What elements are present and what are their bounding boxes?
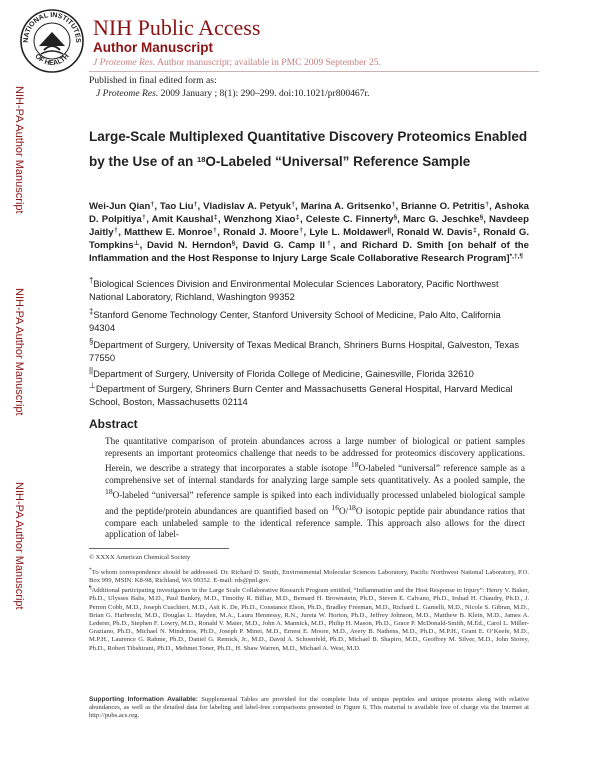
author-affiliation-mark: † <box>193 201 198 208</box>
author-separator: , <box>235 240 243 251</box>
abstract-heading: Abstract <box>89 417 138 431</box>
affiliation <box>89 306 529 334</box>
author-affiliation-mark: *,†,¶ <box>509 253 524 260</box>
author-name: Matthew E. Monroe <box>124 227 213 238</box>
supporting-information-note <box>89 696 529 721</box>
copyright-note: © XXXX American Chemical Society <box>89 554 191 561</box>
author-affiliation-mark: ‡ <box>295 214 300 221</box>
author <box>147 240 243 251</box>
author <box>309 227 397 238</box>
author-separator: , <box>139 240 147 251</box>
author <box>223 227 309 238</box>
author-name: David G. Camp II <box>242 240 326 251</box>
author-name: Ronald W. Davis <box>396 227 473 238</box>
header-subtitle: Author Manuscript <box>93 40 213 55</box>
author-affiliation-mark: † <box>291 201 296 208</box>
affiliation-mark: ‡ <box>89 307 94 316</box>
affiliation-text: Department of Surgery, Shriners Burn Center and Massachusetts General Hospital, Harvard Medical School, Boston, Massachusetts 02114 <box>89 383 513 407</box>
abstract-text: O-labeled “universal” reference sample as a comprehensive set of internal standards for analyzing large sample sets quantitatively. As a pooled sample, the <box>105 463 525 485</box>
affiliation-mark: § <box>89 337 94 346</box>
author-separator: , <box>217 227 224 238</box>
author-affiliation-mark: § <box>231 240 236 247</box>
header-divider <box>89 71 539 72</box>
affiliation <box>89 365 529 381</box>
affiliation-text: Department of Surgery, University of Florida College of Medicine, Gainesville, Florida 32610 <box>93 368 474 380</box>
author-affiliation-mark: § <box>479 214 484 221</box>
author-name: Wei-Jun Qian <box>89 201 151 212</box>
publication-citation: 2009 January ; 8(1): 290–299. doi:10.1021/pr800467r. <box>160 88 370 99</box>
author <box>403 214 489 225</box>
author-affiliation-mark: † <box>212 227 218 234</box>
author-separator: , <box>397 214 403 225</box>
nih-logo <box>19 8 85 74</box>
author-affiliation-mark: † <box>485 201 490 208</box>
author-affiliation-mark: || <box>387 227 392 234</box>
author-list <box>89 199 529 264</box>
author-affiliation-mark: † <box>150 201 155 208</box>
title-isotope: 18 <box>197 155 206 164</box>
header-journal: J Proteome Res. <box>93 57 156 68</box>
abstract-text: O/ <box>339 506 349 517</box>
affiliation-text: Stanford Genome Technology Center, Stanford University School of Medicine, Palo Alto, California 94304 <box>89 309 501 333</box>
isotope-label: 18 <box>105 487 113 497</box>
author-affiliation-mark: † <box>141 214 147 221</box>
affiliation-mark: † <box>89 276 94 285</box>
author-name: Ronald J. Moore <box>223 227 299 238</box>
author-name: Brianne O. Petritis <box>400 201 486 212</box>
author-separator: , <box>483 214 489 225</box>
logo-bottom-text: OF HEALTH <box>33 52 71 68</box>
author-separator: , <box>154 201 160 212</box>
author <box>224 214 306 225</box>
publication-citation-line <box>96 88 370 99</box>
supporting-text: Supplemental Tables are provided for the complete lists of unique peptides and unique proteins along with relative abundances, as well as the detailed data for labeling and label-free comparisons presented in Figure 6. This material is available free of charge via the Internet at http://pubs.acs.org. <box>89 696 529 720</box>
footnote-divider <box>89 548 229 549</box>
author-name: Amit Kaushal <box>151 214 214 225</box>
author-affiliation-mark: § <box>393 214 398 221</box>
author-separator: , <box>295 201 301 212</box>
author-name: Tao Liu <box>159 201 194 212</box>
author-separator: , <box>489 201 495 212</box>
isotope-label: 18 <box>348 503 356 513</box>
footnote-mark: * <box>89 567 92 573</box>
author-separator: , <box>391 227 397 238</box>
author-separator: , <box>477 227 484 238</box>
author-name: Wenzhong Xiao <box>223 214 296 225</box>
nih-seal-icon <box>19 8 85 74</box>
affiliation <box>89 336 529 364</box>
abstract-text: The quantitative comparison of protein abundances across a large number of biological or patient samples represents an important proteomics challenge that needs to be addressed for proteomics discovery applications. Herein, we describe a strategy that incorporates a stable isotope <box>105 436 525 474</box>
author-name: Lyle L. Moldawer <box>309 227 388 238</box>
author-name: Celeste C. Finnerty <box>305 214 394 225</box>
author-separator: , and <box>332 240 362 251</box>
author-name: Richard D. Smith [on behalf of the Inflammation and the Host Response to Injury Large Scale Collaborative Research Program] <box>89 240 529 264</box>
sidebar-label-middle: NIH-PA Author Manuscript <box>13 288 25 416</box>
author-affiliation-mark: † <box>325 240 333 247</box>
author-affiliation-mark: ⊥ <box>133 240 140 247</box>
publication-journal: J Proteome Res. <box>96 88 159 99</box>
author <box>89 201 160 212</box>
author-affiliation-mark: ‡ <box>472 227 478 234</box>
author-name: Marc G. Jeschke <box>402 214 480 225</box>
author-name: David N. Herndon <box>146 240 232 251</box>
supporting-label: Supporting Information Available: <box>89 696 198 703</box>
author-affiliation-mark: † <box>113 227 119 234</box>
header-title: NIH Public Access <box>93 15 261 40</box>
svg-text:OF HEALTH <box>33 53 70 67</box>
isotope-label: 18 <box>350 460 359 470</box>
author-affiliation-mark: † <box>391 201 396 208</box>
author-separator: , <box>395 201 401 212</box>
affiliation-mark: || <box>89 366 94 375</box>
author-name: Vladislav A. Petyuk <box>203 201 292 212</box>
isotope-label: 16 <box>331 503 340 513</box>
logo-top-text: NATIONAL INSTITUTES <box>22 11 82 43</box>
additional-investigators-note <box>89 584 529 653</box>
affiliation <box>89 275 529 303</box>
affiliation-text: Department of Surgery, University of Texas Medical Branch, Shriners Burns Hospital, Galveston, Texas 77550 <box>89 339 520 363</box>
author-name: Navdeep Jaitly <box>89 214 529 238</box>
author <box>243 240 362 251</box>
sidebar-label-top: NIH-PA Author Manuscript <box>13 86 25 214</box>
author <box>301 201 401 212</box>
abstract-text: O-labeled “universal” reference sample is spiked into each individually processed unlabeled biological sample and the peptide/protein abundances are quantified based on <box>105 490 525 517</box>
author <box>401 201 494 212</box>
affiliation <box>89 380 529 408</box>
author <box>152 214 224 225</box>
affiliation-text: Biological Sciences Division and Environmental Molecular Sciences Laboratory, Pacific Northwest National Laboratory, Richland, Washington 99352 <box>89 278 499 302</box>
abstract-text: O isotopic peptide pair abundance ratios that compare each unlabeled sample to the identical reference sample. This approach also allows for the direct application of label- <box>105 506 525 540</box>
author-affiliation-mark: ‡ <box>213 214 218 221</box>
author <box>124 227 223 238</box>
author-affiliation-mark: † <box>298 227 304 234</box>
sidebar-label-bottom: NIH-PA Author Manuscript <box>13 482 25 610</box>
author-separator: , <box>197 201 204 212</box>
abstract-body <box>105 436 525 541</box>
correspondence-note <box>89 566 529 586</box>
additional-investigators-text: Additional participating investigators in the Large Scale Collaborative Research Program entitled, “Inflammation and the Host Response to Injury”: Henry V. Baker, Ph.D., Ulysses Balis, M.D., Paul Bankey, M.D., Timothy R. Billiar, M.D., Bernard H. Brownstein, Ph.D., Steven E. Calvano, Ph.D., Irshad H. Chaudry, Ph.D., J. Perren Cobb, M.D., Joseph Cuschieri, M.D., Asit K. De, Ph.D., Constance Elson, Ph.D., Bradley Freeman, M.D., Richard L. Gamelli, M.D., Nicole S. Gibran, M.D., Brian G. Harbrecht, M.D., Douglas L. Hayden, M.A., Laura Hennessy, R.N., Jureta W. Horton, Ph.D., Jeffrey Johnson, M.D., Matthew B. Klein, M.D., James A. Lederer, Ph.D., Stephen F. Lowry, M.D., Ronald V. Maier, M.D., John A. Mannick, M.D., Philip H. Mason, Ph.D., Grace P. McDonald-Smith, M.Ed., Carol L. Miller-Graziano, Ph.D., Michael N. Mindrinos, Ph.D., Joseph P. Minei, M.D., Ernest E. Moore, M.D., Avery B. Nathens, M.D., Ph.D., M.P.H., Grant E. O’Keefe, M.D., M.P.H., Laurence G. Rahme, Ph.D., Daniel G. Remick, Jr., M.D., David A. Schoenfeld, Ph.D., Michael B. Shapiro, M.D., Geoffrey M. Silver, M.D., John Storey, Ph.D., Robert Tibshirani, Ph.D., Mehmet Toner, Ph.D., H. Shaw Warren, M.D., Michael A. West, M.D. <box>89 587 529 652</box>
header-journal-note: Author manuscript; available in PMC 2009 September 25. <box>157 57 381 68</box>
affiliation-mark: ⊥ <box>89 381 96 390</box>
title-part-2: O-Labeled “Universal” Reference Sample <box>205 154 471 169</box>
author-name: Marina A. Gritsenko <box>300 201 392 212</box>
author-separator: , <box>299 214 306 225</box>
article-title <box>89 125 529 173</box>
author-separator: , <box>146 214 152 225</box>
author-separator: , <box>303 227 310 238</box>
author-name: Ashoka D. Polpitiya <box>89 201 529 225</box>
author-separator: , <box>217 214 224 225</box>
correspondence-text: To whom correspondence should be addressed. Dr. Richard D. Smith, Environmental Molecular Sciences Laboratory, Pacific Northwest National Laboratory, P.O. Box 999, MSIN: K8-98, Richland, WA 99352. E-mail: rds@pnl.gov. <box>89 569 529 585</box>
author <box>397 227 483 238</box>
header-availability <box>93 57 381 68</box>
footnote-mark: ¶ <box>89 585 92 591</box>
author <box>160 201 203 212</box>
publication-label: Published in final edited form as: <box>89 75 217 86</box>
author-name: Ronald G. Tompkins <box>89 227 530 251</box>
author <box>203 201 301 212</box>
author-separator: , <box>118 227 125 238</box>
author <box>306 214 403 225</box>
title-part-1: Large-Scale Multiplexed Quantitative Discovery Proteomics Enabled by the Use of an <box>89 129 528 169</box>
